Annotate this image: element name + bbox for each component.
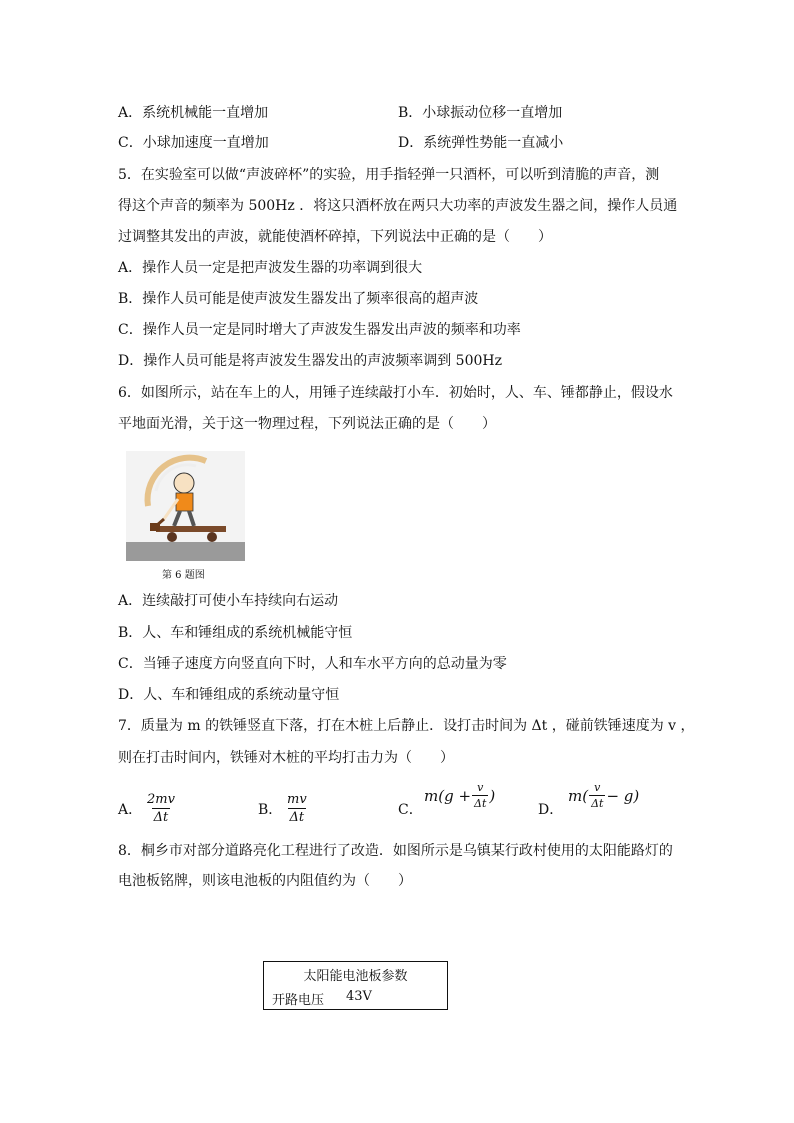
formula-prefix: m(g + <box>424 786 472 805</box>
q7-stem-line2: 则在打击时间内，铁锤对木桩的平均打击力为（ ） <box>118 750 454 766</box>
q6-option-c: C．当锤子速度方向竖直向下时，人和车水平方向的总动量为零 <box>118 656 507 672</box>
fraction-denominator: Δt <box>474 797 487 810</box>
q7-option-d-formula <box>568 781 639 810</box>
q5-stem-line3: 过调整其发出的声波，就能使酒杯碎掉，下列说法中正确的是（ ） <box>118 229 552 245</box>
fraction-numerator: v <box>477 781 484 794</box>
fraction-denominator: Δt <box>289 810 305 825</box>
formula-prefix: m( <box>568 786 589 805</box>
q7-option-d-label: D． <box>538 802 564 818</box>
q5-option-b: B．操作人员可能是使声波发生器发出了频率很高的超声波 <box>118 291 479 307</box>
fraction-numerator: v <box>594 781 601 794</box>
q8-stem-line1: 8．桐乡市对部分道路亮化工程进行了改造．如图所示是乌镇某行政村使用的太阳能路灯的 <box>118 843 673 859</box>
q4-option-b: B．小球振动位移一直增加 <box>398 105 563 121</box>
q6-figure <box>126 451 245 561</box>
formula-fraction <box>472 781 488 810</box>
q6-stem-line2: 平地面光滑，关于这一物理过程，下列说法正确的是（ ） <box>118 416 496 432</box>
q5-option-d: D．操作人员可能是将声波发生器发出的声波频率调到 500Hz <box>118 353 502 369</box>
q6-stem-line1: 6．如图所示，站在车上的人，用锤子连续敲打小车．初始时，人、车、锤都静止，假设水 <box>118 385 673 401</box>
q7-option-b-formula <box>285 792 309 825</box>
q8-stem-line2: 电池板铭牌，则该电池板的内阻值约为（ ） <box>118 873 412 889</box>
nameplate-title: 太阳能电池板参数 <box>303 969 408 984</box>
fraction-denominator: Δt <box>153 810 169 825</box>
solar-panel-nameplate <box>263 961 448 1010</box>
q6-option-a: A．连续敲打可使小车持续向右运动 <box>118 593 339 609</box>
q7-option-c-formula <box>424 781 495 810</box>
nameplate-row-value: 43V <box>346 989 372 1004</box>
q7-option-a-formula <box>145 792 177 825</box>
formula-suffix: − g) <box>606 786 640 805</box>
q7-option-c-label: C． <box>398 802 423 818</box>
q7-option-b-label: B． <box>258 802 283 818</box>
formula-suffix: ) <box>489 786 496 805</box>
q4-option-d: D．系统弹性势能一直减小 <box>398 135 564 151</box>
q4-option-c: C．小球加速度一直增加 <box>118 135 269 151</box>
nameplate-row-label: 开路电压 <box>272 993 325 1008</box>
q7-stem-line1: 7．质量为 m 的铁锤竖直下落，打在木桩上后静止．设打击时间为 Δt ，碰前铁锤速度为 v ， <box>118 718 695 734</box>
q6-option-d: D．人、车和锤组成的系统动量守恒 <box>118 687 340 703</box>
fraction-numerator: mv <box>287 792 307 807</box>
fraction-numerator: 2mv <box>147 792 175 807</box>
q5-stem-line2: 得这个声音的频率为 500Hz ．将这只酒杯放在两只大功率的声波发生器之间，操作人员通 <box>118 198 678 214</box>
hammer-cart-illustration <box>126 451 245 561</box>
q5-option-c: C．操作人员一定是同时增大了声波发生器发出声波的频率和功率 <box>118 322 521 338</box>
formula-fraction <box>589 781 605 810</box>
q6-option-b: B．人、车和锤组成的系统机械能守恒 <box>118 625 353 641</box>
fraction-denominator: Δt <box>591 797 604 810</box>
q7-option-a-label: A． <box>118 802 143 818</box>
q5-stem-line1: 5．在实验室可以做“声波碎杯”的实验，用手指轻弹一只酒杯，可以听到清脆的声音，测 <box>118 167 660 183</box>
q5-option-a: A．操作人员一定是把声波发生器的功率调到很大 <box>118 260 423 276</box>
q4-option-a: A．系统机械能一直增加 <box>118 105 269 121</box>
q6-figure-caption: 第 6 题图 <box>162 570 205 581</box>
